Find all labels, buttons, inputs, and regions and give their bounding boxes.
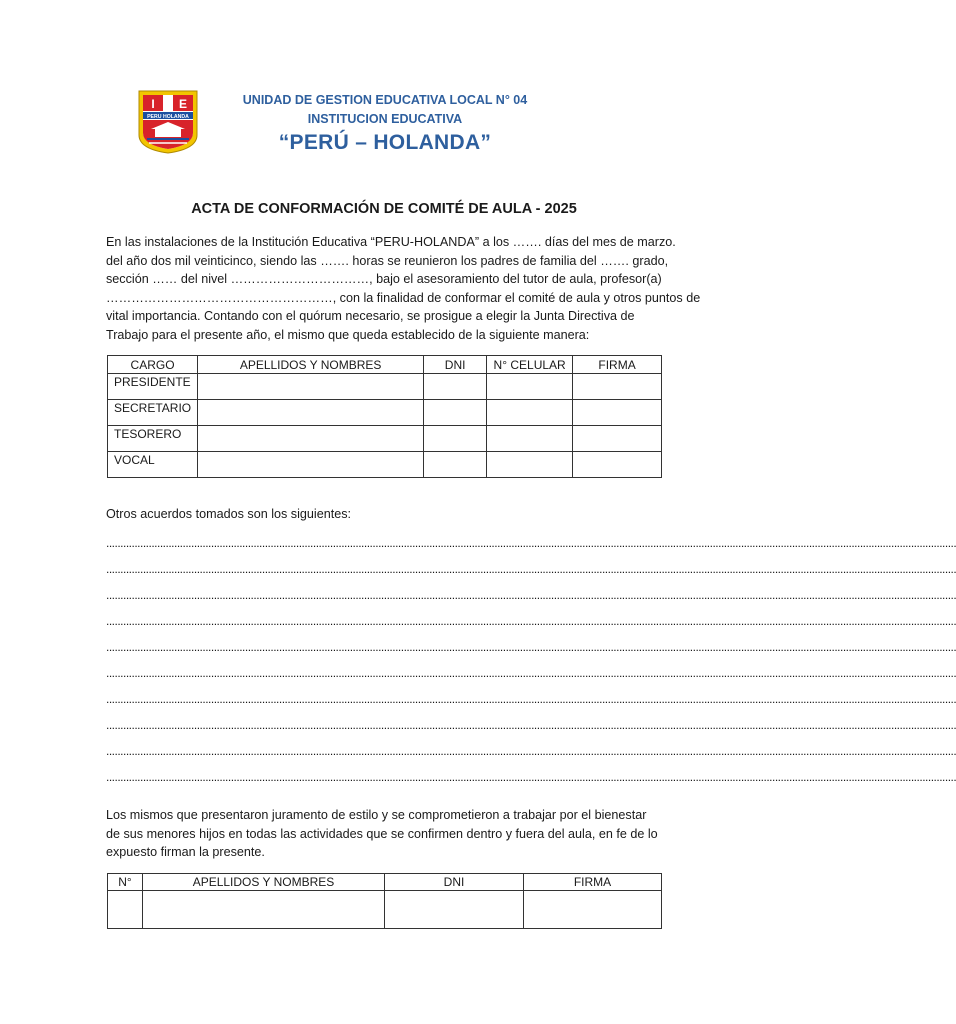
intro-line: sección …… del nivel ……………………………, bajo el asesoramiento del tutor de aula, profesor(a) (106, 272, 662, 286)
col-header-firma: FIRMA (573, 356, 662, 374)
col-header-celular: N° CELULAR (487, 356, 573, 374)
intro-paragraph (106, 233, 701, 344)
dni-cell (424, 400, 487, 426)
name-cell (198, 452, 424, 478)
dotted-writing-line: ............................................................................................................................................................................................................................................................................................................ (106, 536, 956, 550)
number-cell (108, 891, 143, 929)
col-header-dni: DNI (385, 874, 524, 891)
committee-table (107, 355, 662, 478)
col-header-nombres: APELLIDOS Y NOMBRES (143, 874, 385, 891)
otros-acuerdos-label: Otros acuerdos tomados son los siguientes: (106, 507, 352, 521)
name-cell (143, 891, 385, 929)
dotted-writing-line: ............................................................................................................................................................................................................................................................................................................ (106, 640, 956, 654)
school-shield-logo (137, 89, 199, 155)
dni-cell (424, 426, 487, 452)
phone-cell (487, 426, 573, 452)
dni-cell (424, 452, 487, 478)
intro-line: ………………………………………………, con la finalidad de conformar el comité de aula y otros puntos de (106, 290, 701, 305)
col-header-dni: DNI (424, 356, 487, 374)
table-row (108, 452, 662, 478)
signature-cell (573, 426, 662, 452)
institution-heading: INSTITUCION EDUCATIVA (307, 112, 463, 126)
col-header-numero: N° (108, 874, 143, 891)
name-cell (198, 374, 424, 400)
role-cell: VOCAL (108, 452, 198, 478)
phone-cell (487, 400, 573, 426)
closing-line: Los mismos que presentaron juramento de estilo y se comprometieron a trabajar por el bienestar (106, 808, 647, 822)
dotted-writing-line: ............................................................................................................................................................................................................................................................................................................ (106, 770, 956, 784)
intro-line: Trabajo para el presente año, el mismo que queda establecido de la siguiente manera: (106, 327, 590, 342)
logo-letter-e: E (178, 97, 188, 111)
signature-cell (573, 374, 662, 400)
role-cell: PRESIDENTE (108, 374, 198, 400)
signature-cell (524, 891, 662, 929)
dotted-writing-line: ............................................................................................................................................................................................................................................................................................................ (106, 718, 956, 732)
name-cell (198, 400, 424, 426)
signature-table (107, 873, 662, 929)
phone-cell (487, 374, 573, 400)
dni-cell (424, 374, 487, 400)
dotted-writing-line: ............................................................................................................................................................................................................................................................................................................ (106, 588, 956, 602)
dni-cell (385, 891, 524, 929)
dotted-writing-line: ............................................................................................................................................................................................................................................................................................................ (106, 666, 956, 680)
dotted-writing-line: ............................................................................................................................................................................................................................................................................................................ (106, 692, 956, 706)
phone-cell (487, 452, 573, 478)
table-row (108, 374, 662, 400)
role-cell: TESORERO (108, 426, 198, 452)
dotted-writing-line: ............................................................................................................................................................................................................................................................................................................ (106, 614, 956, 628)
table-row (108, 400, 662, 426)
table-row (108, 891, 662, 929)
col-header-nombres: APELLIDOS Y NOMBRES (198, 356, 424, 374)
logo-text: PERU HOLANDA (147, 114, 189, 120)
dotted-writing-line: ............................................................................................................................................................................................................................................................................................................ (106, 744, 956, 758)
closing-line: de sus menores hijos en todas las actividades que se confirmen dentro y fuera del aula, en fe de lo (106, 826, 658, 841)
role-cell: SECRETARIO (108, 400, 198, 426)
school-name-heading: “PERÚ – HOLANDA” (278, 131, 492, 154)
name-cell (198, 426, 424, 452)
closing-paragraph (106, 806, 664, 862)
intro-line: vital importancia. Contando con el quórum necesario, se prosigue a elegir la Junta Directiva de (106, 309, 635, 323)
closing-line: expuesto firman la presente. (106, 845, 265, 859)
document-title: ACTA DE CONFORMACIÓN DE COMITÉ DE AULA - 2025 (191, 201, 577, 217)
logo-letter-i: I (151, 97, 155, 111)
table-row (108, 426, 662, 452)
ugel-heading: UNIDAD DE GESTION EDUCATIVA LOCAL N° 04 (242, 93, 528, 107)
col-header-cargo: CARGO (108, 356, 198, 374)
signature-cell (573, 400, 662, 426)
dotted-writing-line: ............................................................................................................................................................................................................................................................................................................ (106, 562, 956, 576)
intro-line: En las instalaciones de la Institución Educativa “PERU-HOLANDA” a los ……. días del mes de marzo. (106, 235, 676, 249)
col-header-firma: FIRMA (524, 874, 662, 891)
intro-line: del año dos mil veinticinco, siendo las ……. horas se reunieron los padres de familia del ……. grado, (106, 253, 669, 268)
signature-cell (573, 452, 662, 478)
